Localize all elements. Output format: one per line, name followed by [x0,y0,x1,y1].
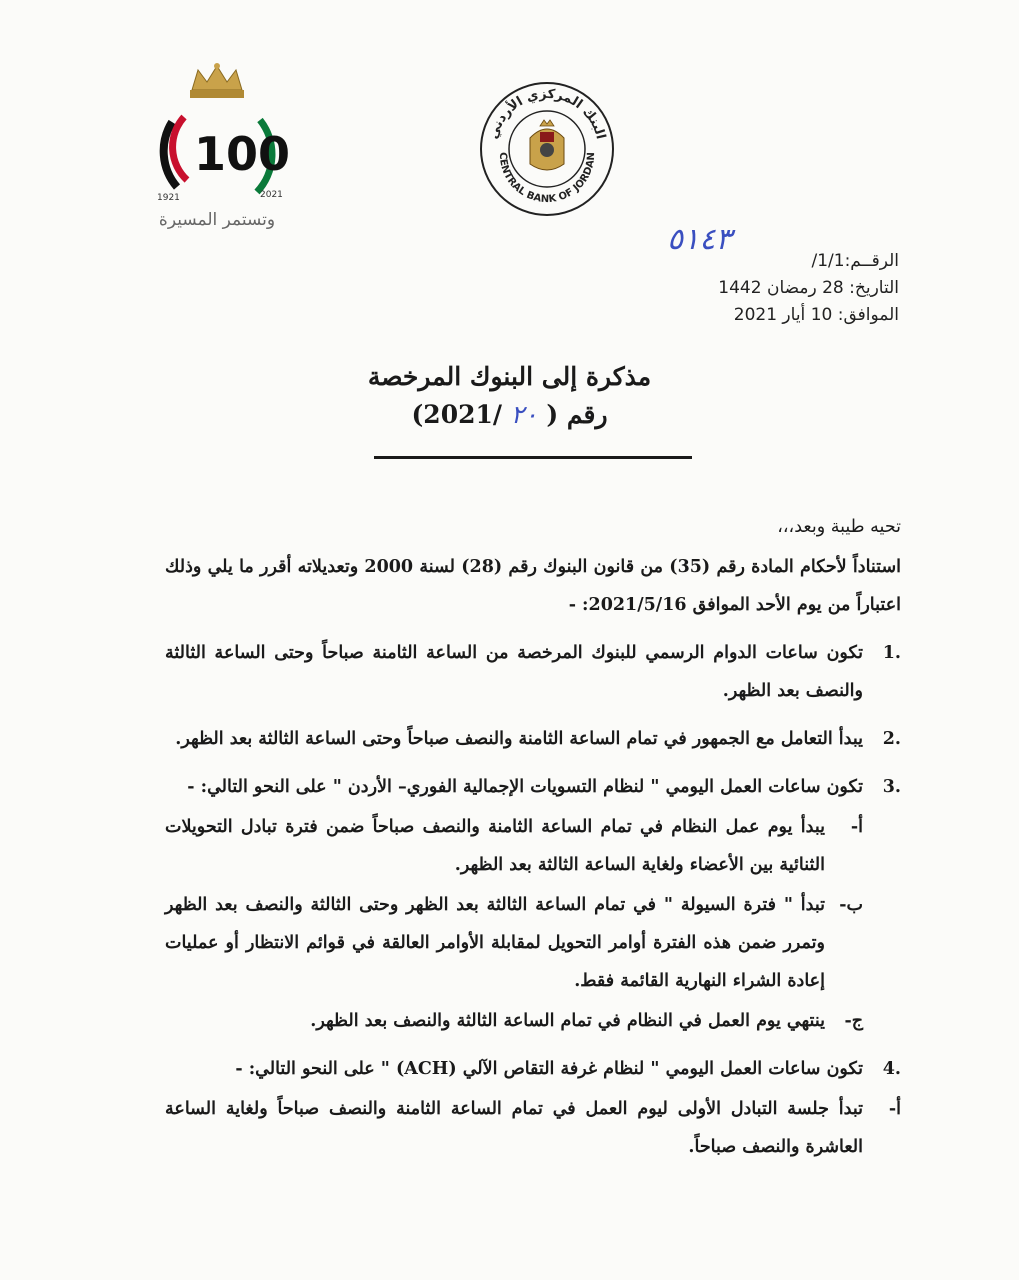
reference-block [639,222,899,329]
list-item: .3 تكون ساعات العمل اليومي " لنظام التسويات الإجمالية الفوري– الأردن " على النحو التالي: - [187,777,901,797]
memo-number: رقم ( ٢٠ /2021) [411,400,608,429]
svg-text:CENTRAL BANK OF JORDAN: CENTRAL BANK OF JORDAN [496,151,598,206]
gregorian-date: الموافق: 10 أيار 2021 [733,305,899,325]
list-item: .4 تكون ساعات العمل اليومي " لنظام غرفة التقاص الآلي (ACH) " على النحو التالي: - [235,1059,901,1079]
crown-100-emblem-icon [132,62,307,212]
list-item: .1 تكون ساعات الدوام الرسمي للبنوك المرخصة من الساعة الثامنة صباحاً وحتى الساعة الثالثة والنصف بعد الظهر. [165,643,901,701]
handwritten-memo-number: ٢٠ [510,400,538,429]
centennial-logo [132,62,307,242]
sub-item: أ- يبدأ يوم عمل النظام في تمام الساعة الثامنة والنصف صباحاً ضمن فترة تبادل التحويلات الثنائية بين الأعضاء ولغاية الساعة الثالثة بعد الظهر. [165,817,863,875]
sub-item: ب- تبدأ " فترة السيولة " في تمام الساعة الثالثة بعد الظهر وحتى الثالثة والنصف بعد الظهر وتمرر ضمن هذه الفترة أوامر التحويل لمقابلة الأوامر العالقة في قوائم الانتظار أو عمليات إعادة الشراء النهارية القائمة فقط. [165,895,863,991]
hijri-date: التاريخ: 28 رمضان 1442 [718,278,899,298]
centennial-slogan: وتستمر المسيرة [158,210,276,230]
greeting: تحيه طيبة وبعد،،، [777,517,901,537]
sub-item: أ- تبدأ جلسة التبادل الأولى ليوم العمل في تمام الساعة الثامنة والنصف صباحاً ولغاية الساعة العاشرة والنصف صباحاً. [165,1099,901,1157]
list-item: .2 يبدأ التعامل مع الجمهور في تمام الساعة الثامنة والنصف صباحاً وحتى الساعة الثالثة بعد الظهر. [175,729,901,749]
handwritten-reference-number: ٥١٤٣ [667,222,732,257]
intro-paragraph: استناداً لأحكام المادة رقم (35) من قانون البنوك رقم (28) لسنة 2000 وتعديلاته أقرر ما يلي وذلك اعتباراً من يوم الأحد الموافق 2021/5/16: - [165,557,901,615]
svg-text:البنك المركزي الأردني: البنك المركزي الأردني [485,86,608,141]
coat-of-arms-icon [530,120,564,170]
title-underline [374,456,692,459]
memo-body [165,508,901,1166]
bank-emblem-icon [478,80,616,218]
central-bank-seal [478,80,616,218]
sub-item: ج- ينتهي يوم العمل في النظام في تمام الساعة الثالثة والنصف بعد الظهر. [310,1011,863,1031]
memo-title: مذكرة إلى البنوك المرخصة [367,362,652,391]
reference-number: الرقــم:1/1/ [811,251,899,271]
svg-text:100: 100 [194,127,291,181]
svg-text:1921: 1921 [157,193,180,203]
crown-icon [190,63,244,98]
svg-text:2021: 2021 [260,190,283,200]
